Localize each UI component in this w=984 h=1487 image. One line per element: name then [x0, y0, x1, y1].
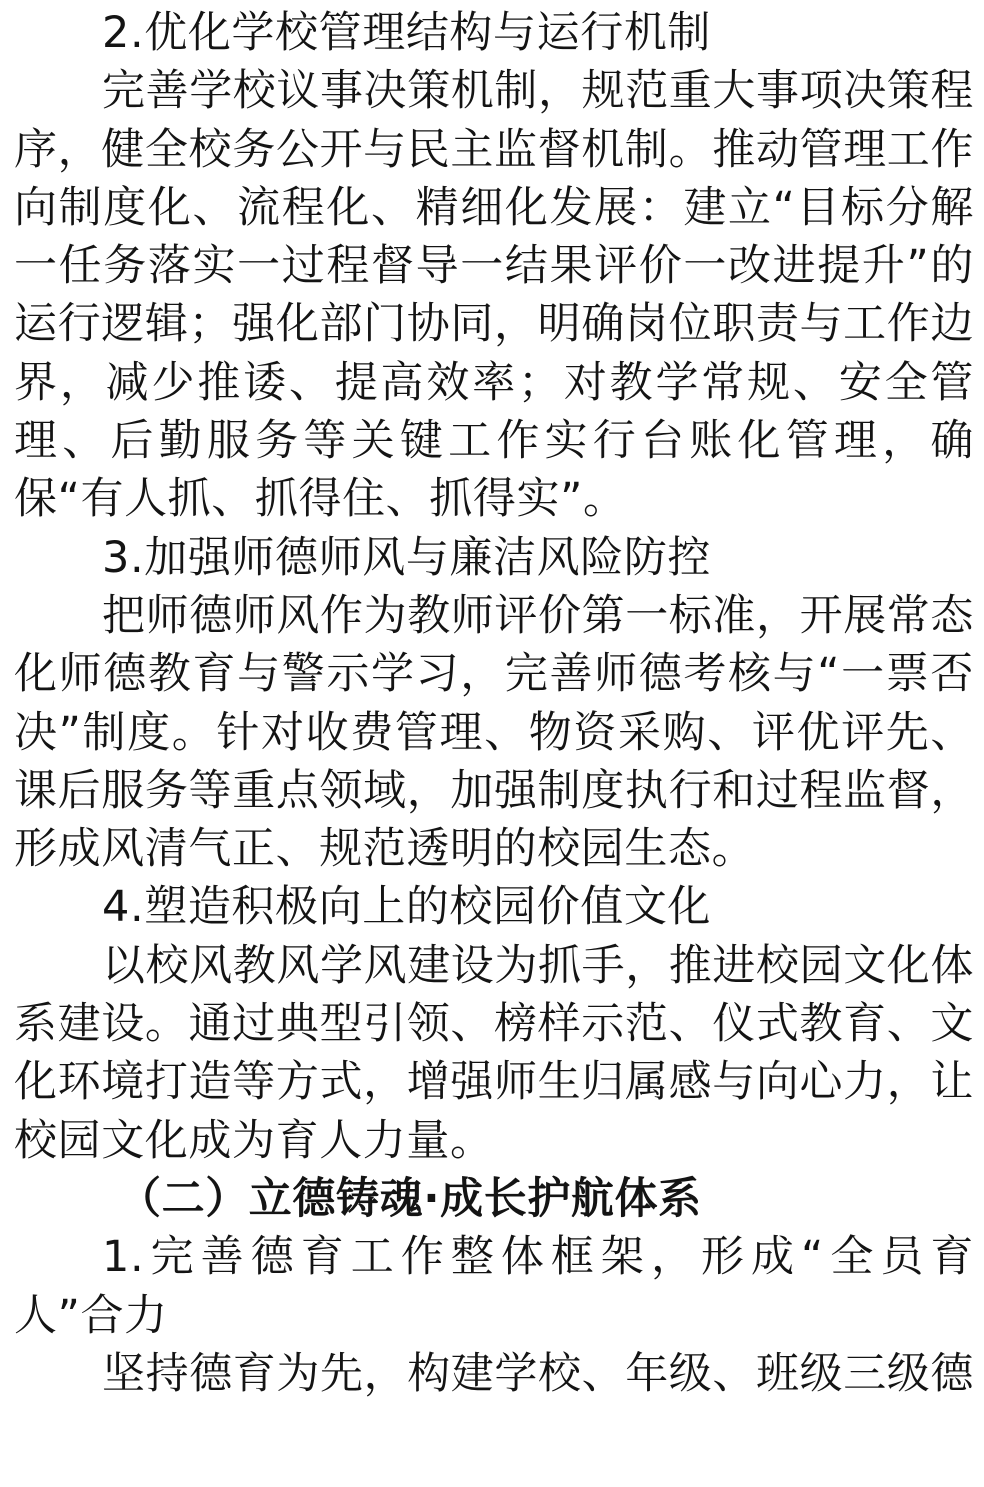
heading-3: 3.加强师德师风与廉洁风险防控	[102, 532, 712, 583]
paragraph-3: 把师德师风作为教师评价第一标准，开展常态化师德教育与警示学习，完善师德考核与“一票否决”制度。针对收费管理、物资采购、评优评先、课后服务等重点领域，加强制度执行和过程监督，形成风清气正、规范透明的校园生态。	[14, 590, 974, 875]
heading-4: 4.塑造积极向上的校园价值文化	[102, 882, 712, 933]
heading-2-1: 1.完善德育工作整体框架，形成“全员育人”合力	[14, 1232, 974, 1341]
paragraph-2: 完善学校议事决策机制，规范重大事项决策程序，健全校务公开与民主监督机制。推动管理工作向制度化、流程化、精细化发展：建立“目标分解一任务落实一过程督导一结果评价一改进提升”的运行逻辑；强化部门协同，明确岗位职责与工作边界，减少推诿、提高效率；对教学常规、安全管理、后勤服务等关键工作实行台账化管理，确保“有人抓、抓得住、抓得实”。	[14, 66, 974, 525]
heading-2: 2.优化学校管理结构与运行机制	[102, 8, 712, 58]
paragraph-2-1: 坚持德育为先，构建学校、年级、班级三级德	[102, 1348, 974, 1399]
document-page	[14, 4, 974, 1403]
section-heading-2: （二）立德铸魂·成长护航体系	[118, 1173, 702, 1224]
paragraph-4: 以校风教风学风建设为抓手，推进校园文化体系建设。通过典型引领、榜样示范、仪式教育、文化环境打造等方式，增强师生归属感与向心力，让校园文化成为育人力量。	[14, 940, 974, 1166]
